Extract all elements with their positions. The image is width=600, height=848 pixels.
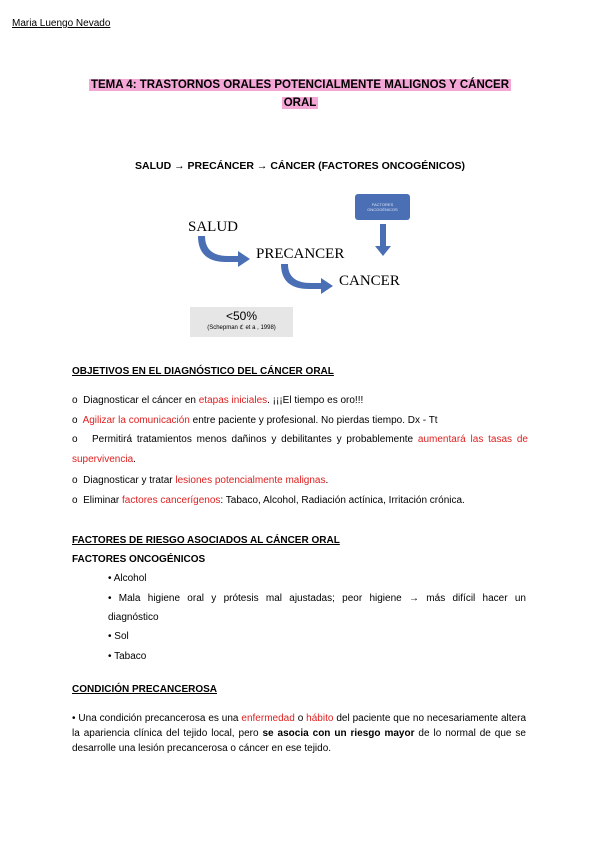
statistic-citation: (Schepman ℭ et a , 1998) [207,325,276,331]
objetivo-item-1 [72,395,363,406]
red-text: hábito [306,713,334,724]
text: Diagnosticar y tratar [83,475,176,486]
red-text: enfermedad [241,713,295,724]
bullet: o [72,395,78,406]
text: . [325,475,329,486]
bullet: o [72,495,78,506]
factor-item-4: • Tabaco [108,651,147,662]
objetivo-item-4 [72,475,328,486]
objetivo-item-5 [72,495,465,506]
bullet: o [72,434,78,445]
red-text: etapas iniciales [198,395,268,406]
text: Permitirá tratamientos menos dañinos y debilitantes y probablemente [92,434,418,445]
text: de lo normal de que se desarrolle una lesión precancerosa o cáncer en ese tejido. [72,728,526,754]
factor-item-2: • Mala higiene oral y prótesis mal ajustadas; peor higiene → más difícil hacer un [108,593,526,604]
objetivos-heading: OBJETIVOS EN EL DIAGNÓSTICO DEL CÁNCER ORAL [72,366,334,377]
text: entre paciente y profesional. No pierdas tiempo. Dx - Tt [189,415,438,426]
objetivo-item-3 [72,430,528,470]
section-subtitle: SALUD → PRECÁNCER → CÁNCER (FACTORES ONCOGÉNICOS) [135,160,465,172]
down-arrow-icon [375,224,391,256]
bullet: o [72,415,78,426]
red-text: aumentará las [417,434,484,445]
red-text: lesiones potencialmente malignas [175,475,326,486]
statistic-value: <50% [225,309,258,323]
title-line-2: ORAL [283,97,317,109]
curved-arrow-icon [281,264,333,294]
box-line-2: ONCOGÉNICOS [367,207,398,212]
text: . [133,454,136,465]
text: Eliminar [83,495,123,506]
statistic-box [190,307,293,337]
bold-text: se asocia con un riesgo mayor [262,728,415,739]
title-line-1: TEMA 4: TRASTORNOS ORALES POTENCIALMENTE MALIGNOS Y CÁNCER [90,79,510,91]
condicion-heading: CONDICIÓN PRECANCEROSA [72,684,218,695]
red-text: Agilizar la comunicación [82,415,190,426]
condicion-paragraph [72,711,526,756]
factor-item-1: • Alcohol [108,573,147,584]
author-name: Maria Luengo Nevado [12,18,111,29]
diagram-salud: SALUD [188,219,239,235]
text: del paciente que no necesariamente altera la apariencia clínica del tejido local, pero [72,713,527,739]
factores-heading: FACTORES DE RIESGO ASOCIADOS AL CÁNCER ORAL [72,535,340,546]
diagram-cancer: CANCER [339,273,400,289]
factores-subheading: FACTORES ONCOGÉNICOS [72,554,206,565]
objetivo-item-2 [72,415,438,426]
text: • Una condición precancerosa es una [72,713,242,724]
factor-item-2-cont: diagnóstico [108,612,159,623]
red-text: factores cancerígenos [122,495,221,506]
bullet: o [72,475,78,486]
text: o [294,713,307,724]
box-line-1: FACTORES [371,202,394,207]
diagram-precancer: PRECANCER [256,246,345,262]
factor-item-3: • Sol [108,631,129,642]
red-text: tasas de supervivencia [72,434,528,465]
curved-arrow-icon [198,236,250,267]
text: : Tabaco, Alcohol, Radiación actínica, Irritación crónica. [220,495,465,506]
text: Diagnosticar el cáncer en [83,395,199,406]
text: . ¡¡¡El tiempo es oro!!! [267,395,364,406]
